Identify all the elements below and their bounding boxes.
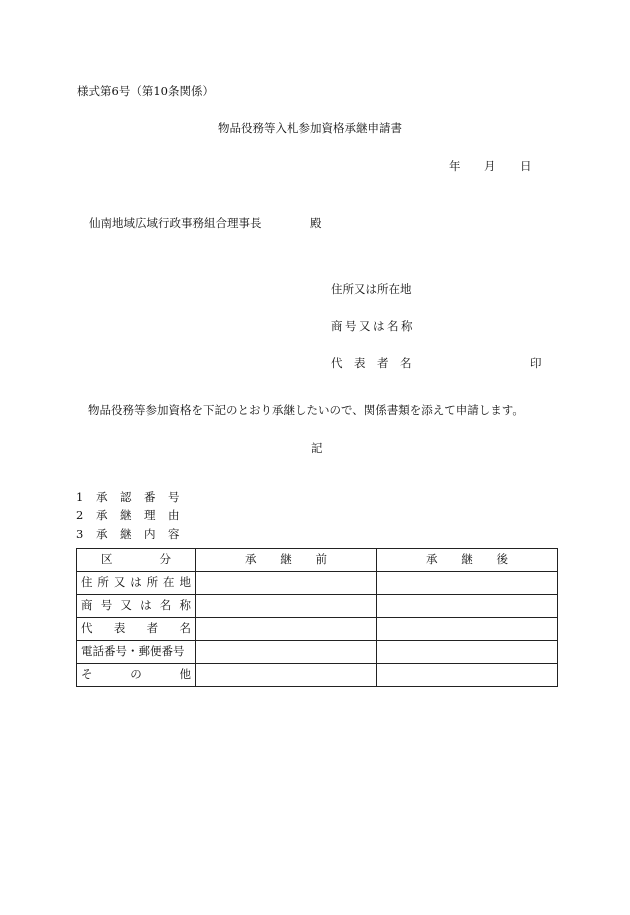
item-label: 承 認 番 号 <box>96 489 180 504</box>
header-category: 区 分 <box>77 549 196 572</box>
applicant-representative-label: 代 表 者 名 <box>331 356 412 370</box>
item-label: 承 継 内 容 <box>96 526 180 541</box>
form-number: 様式第6号（第10条関係） <box>77 84 214 98</box>
item-list <box>76 488 192 544</box>
cell-after-address[interactable] <box>377 572 558 595</box>
date-year-label: 年 <box>449 159 461 173</box>
document-title: 物品役務等入札参加資格承継申請書 <box>218 121 402 135</box>
row-label-company-name: 商 号 又 は 名 称 <box>77 595 196 618</box>
recipient-honorific: 殿 <box>310 216 322 230</box>
table-header-row <box>77 549 558 572</box>
date-day-label: 日 <box>520 159 532 173</box>
list-item <box>76 525 192 544</box>
cell-before-address[interactable] <box>196 572 377 595</box>
cell-before-phone-postal[interactable] <box>196 641 377 664</box>
cell-after-company-name[interactable] <box>377 595 558 618</box>
row-label-address: 住 所 又 は 所 在 地 <box>77 572 196 595</box>
cell-before-representative[interactable] <box>196 618 377 641</box>
table-row <box>77 595 558 618</box>
item-label: 承 継 理 由 <box>96 508 180 522</box>
cell-after-representative[interactable] <box>377 618 558 641</box>
table-row <box>77 641 558 664</box>
list-item <box>76 507 192 526</box>
table-row <box>77 618 558 641</box>
cell-after-other[interactable] <box>377 664 558 687</box>
request-body-text: 物品役務等参加資格を下記のとおり承継したいので、関係書類を添えて申請します。 <box>88 403 524 417</box>
succession-table <box>76 548 558 687</box>
item-number: 2 <box>76 508 84 522</box>
item-number: 1 <box>76 489 84 504</box>
header-after: 承 継 後 <box>377 549 558 572</box>
seal-mark: 印 <box>530 356 542 370</box>
table-row <box>77 664 558 687</box>
recipient-name: 仙南地域広域行政事務組合理事長 <box>89 216 262 230</box>
applicant-address-label: 住所又は所在地 <box>331 282 412 296</box>
ki-heading: 記 <box>311 441 323 455</box>
cell-before-other[interactable] <box>196 664 377 687</box>
row-label-phone-postal: 電話番号・郵便番号 <box>77 641 196 664</box>
header-before: 承 継 前 <box>196 549 377 572</box>
date-month-label: 月 <box>484 159 496 173</box>
applicant-name-label: 商号又は名称 <box>331 319 415 333</box>
cell-before-company-name[interactable] <box>196 595 377 618</box>
item-number: 3 <box>76 526 84 541</box>
table-row <box>77 572 558 595</box>
cell-after-phone-postal[interactable] <box>377 641 558 664</box>
row-label-representative: 代 表 者 名 <box>77 618 196 641</box>
list-item <box>76 488 192 507</box>
row-label-other: そ の 他 <box>77 664 196 687</box>
